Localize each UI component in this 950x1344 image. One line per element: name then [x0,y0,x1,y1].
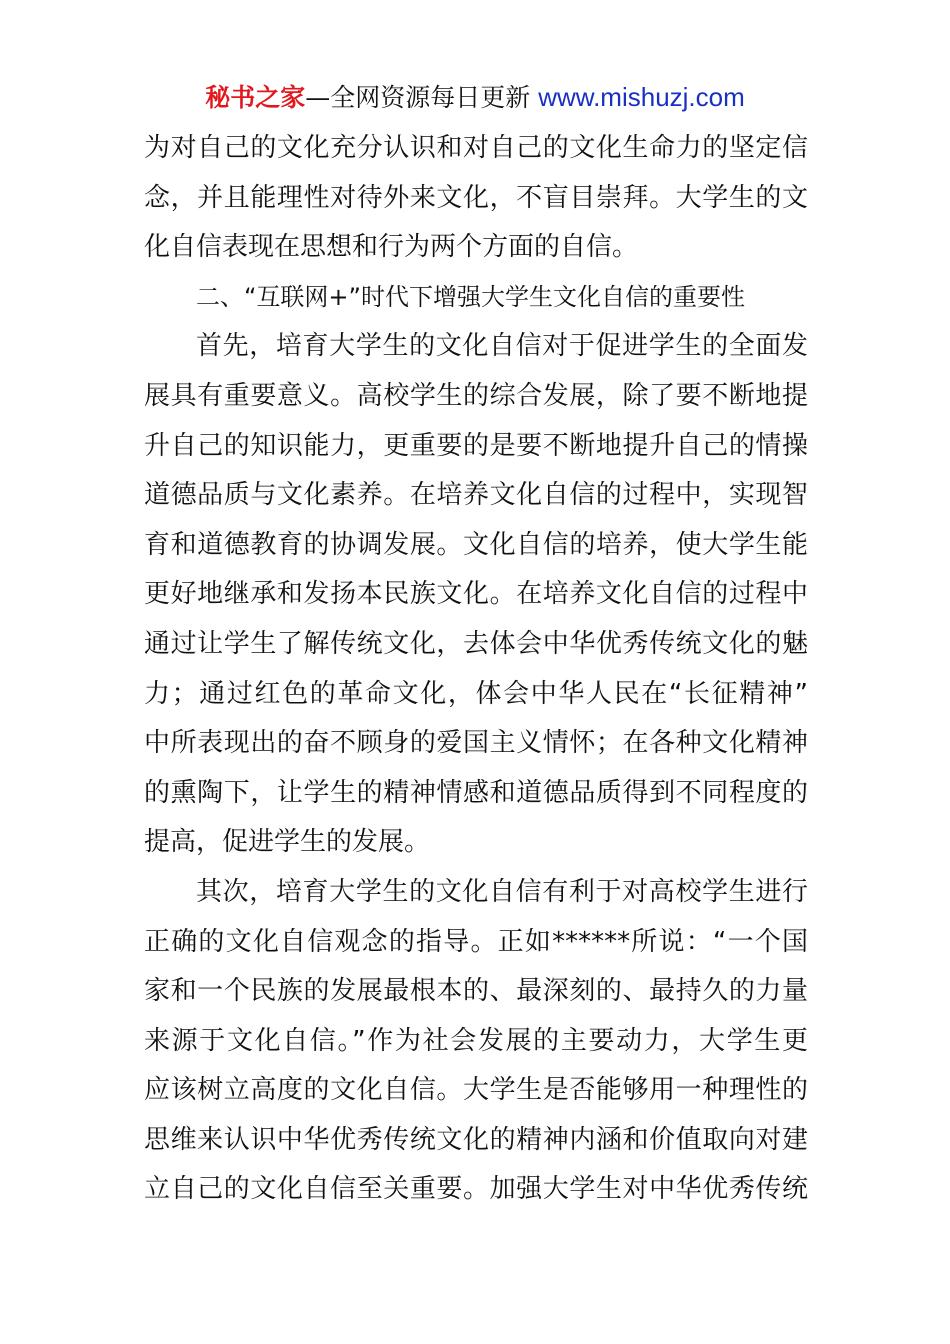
text-line: 提高，促进学生的发展。 [144,827,431,858]
text-line: 升自己的知识能力，更重要的是要不断地提升自己的情操 [144,430,808,461]
text-line: 的熏陶下，让学生的精神情感和道德品质得到不同程度的 [144,777,808,808]
text-line: 家和一个民族的发展最根本的、最深刻的、最持久的力量 [144,976,808,1007]
text-line: 通过让学生了解传统文化，去体会中华优秀传统文化的魅 [144,628,808,659]
site-brand: 秘书之家 [205,83,306,112]
text-line: 育和道德教育的协调发展。文化自信的培养，使大学生能 [144,529,808,560]
document-body [144,124,808,1215]
text-line: 道德品质与文化素养。在培养文化自信的过程中，实现智 [144,480,808,511]
text-line: 正确的文化自信观念的指导。正如******所说：“一个国 [144,926,808,957]
site-url[interactable]: www.mishuzj.com [538,82,745,112]
text-line: 念，并且能理性对待外来文化，不盲目崇拜。大学生的文 [144,182,808,213]
text-line: 首先，培育大学生的文化自信对于促进学生的全面发 [196,331,808,362]
section-heading: 二、“互联网+”时代下增强大学生文化自信的重要性 [196,282,745,311]
text-line: 应该树立高度的文化自信。大学生是否能够用一种理性的 [144,1075,808,1106]
text-line: 来源于文化自信。”作为社会发展的主要动力，大学生更 [144,1025,808,1056]
text-line: 为对自己的文化充分认识和对自己的文化生命力的坚定信 [144,133,808,163]
text-line: 更好地继承和发扬本民族文化。在培养文化自信的过程中 [144,579,808,610]
text-line: 中所表现出的奋不顾身的爱国主义情怀；在各种文化精神 [144,728,808,759]
text-line: 立自己的文化自信至关重要。加强大学生对中华优秀传统 [144,1174,808,1205]
page-header [0,80,950,115]
text-line: 化自信表现在思想和行为两个方面的自信。 [144,232,639,263]
text-line: 思维来认识中华优秀传统文化的精神内涵和价值取向对建 [144,1124,808,1155]
text-line: 其次，培育大学生的文化自信有利于对高校学生进行 [196,876,808,907]
text-line: 展具有重要意义。高校学生的综合发展，除了要不断地提 [144,380,808,411]
site-tagline: —全网资源每日更新 [305,83,531,112]
text-line: 力；通过红色的革命文化，体会中华人民在“长征精神” [144,678,808,709]
